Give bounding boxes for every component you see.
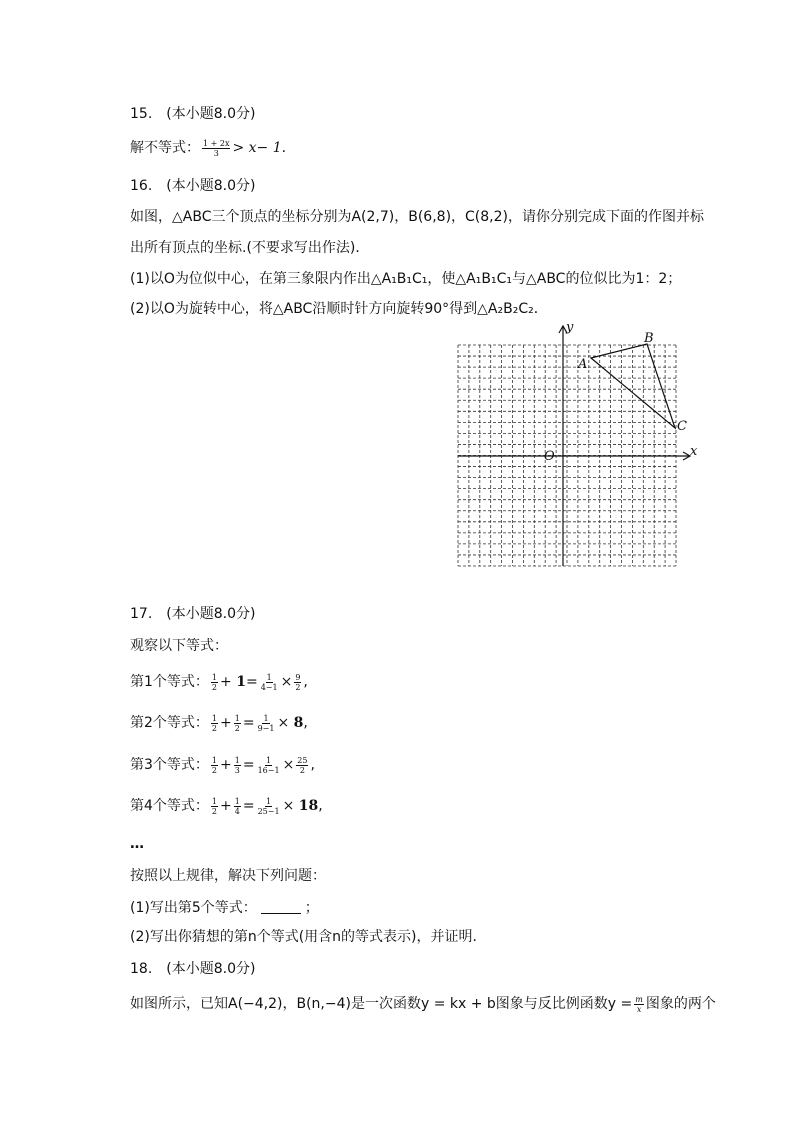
q16-line2: 出所有顶点的坐标.(不要求写出作法)． bbox=[130, 240, 370, 256]
x-axis-label: x bbox=[690, 444, 698, 459]
q17-equation-4: 第4个等式： $\frac{1}{2}$ + $\frac{1}{4}$ = $\frac{1}{25-1}$ × 18, bbox=[130, 796, 323, 816]
triangle-abc bbox=[591, 344, 675, 428]
origin-label: O bbox=[544, 449, 555, 464]
q17-equation-3: 第3个等式： $\frac{1}{2}$ + $\frac{1}{3}$ = $\frac{1}{16-1}$ × $\frac{25}{2}$ , bbox=[130, 755, 315, 775]
q17-header: 17. (本小题8.0分) bbox=[130, 606, 256, 622]
q17-intro: 观察以下等式： bbox=[130, 638, 228, 654]
y-axis-label: y bbox=[566, 320, 574, 335]
axes bbox=[458, 326, 690, 566]
q15-rest: > x− 1. bbox=[232, 140, 287, 156]
q16-part1: (1)以O为位似中心，在第三象限内作出△A₁B₁C₁，使△A₁B₁C₁与△ABC的位似比为1：2； bbox=[130, 271, 682, 287]
q17-equation-1: 第1个等式： $\frac{1}{2}$ + 1= $\frac{1}{4-1}$ × $\frac{9}{2}$ , bbox=[130, 672, 308, 692]
q15-prefix: 解不等式： bbox=[130, 140, 200, 156]
q16-header: 16. (本小题8.0分) bbox=[130, 178, 256, 194]
q15-problem bbox=[130, 138, 286, 158]
q18-header: 18. (本小题8.0分) bbox=[130, 961, 256, 977]
q16-line1: 如图，△ABC三个顶点的坐标分别为A(2,7)，B(6,8)，C(8,2)，请你分别完成下面的作图并标 bbox=[130, 209, 704, 225]
q15-header: 15. (本小题8.0分) bbox=[130, 106, 256, 122]
point-c-label: C bbox=[677, 419, 687, 434]
q18-fraction: $\frac{m}{x}$ bbox=[635, 994, 643, 1014]
point-a-label: A bbox=[578, 357, 588, 372]
q15-fraction: $\frac{1 + 2x}{3}$ bbox=[203, 138, 230, 158]
coordinate-grid-figure bbox=[450, 320, 700, 572]
answer-blank[interactable] bbox=[261, 899, 301, 914]
q17-part1: (1)写出第5个等式： ； bbox=[130, 900, 319, 916]
q17-rule: 按照以上规律，解决下列问题： bbox=[130, 868, 326, 884]
q18-line1: 如图所示，已知A(−4,2)，B(n,−4)是一次函数y = kx + b图象与反比例函数y = $\frac{m}{x}$ 图象的两个 bbox=[130, 994, 716, 1014]
point-b-label: B bbox=[644, 331, 654, 346]
q17-part2: (2)写出你猜想的第n个等式(用含n的等式表示)，并证明． bbox=[130, 929, 487, 945]
q17-equation-2: 第2个等式： $\frac{1}{2}$ + $\frac{1}{2}$ = $\frac{1}{9-1}$ × 8, bbox=[130, 713, 308, 733]
q16-part2: (2)以O为旋转中心，将△ABC沿顺时针方向旋转90°得到△A₂B₂C₂． bbox=[130, 301, 548, 317]
q17-ellipsis: … bbox=[130, 836, 144, 852]
